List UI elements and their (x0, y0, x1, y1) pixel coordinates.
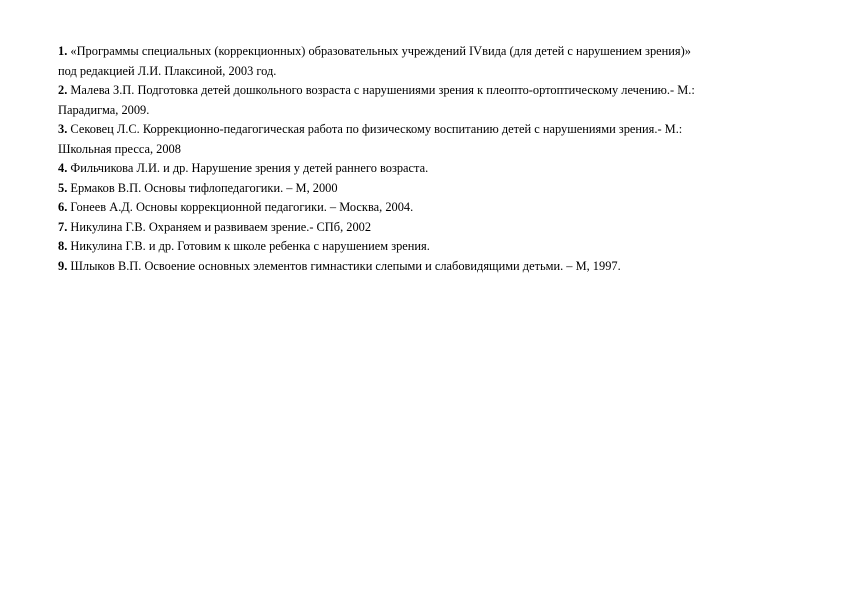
reference-number: 7. (58, 219, 68, 234)
reference-text-continuation: Парадигма, 2009. (58, 102, 150, 117)
reference-list (58, 42, 818, 276)
reference-text-continuation: под редакцией Л.И. Плаксиной, 2003 год. (58, 63, 277, 78)
reference-item-7 (58, 218, 818, 238)
reference-number: 4. (58, 161, 68, 175)
reference-number: 9. (58, 258, 68, 273)
reference-item-4 (58, 159, 818, 179)
reference-number: 3. (58, 122, 68, 136)
reference-number: 2. (58, 83, 68, 97)
reference-text: Шлыков В.П. Освоение основных элементов гимнастики слепыми и слабовидящими детьми. – М, 1997. (70, 258, 621, 273)
reference-item-9 (58, 257, 818, 277)
reference-text: Малева З.П. Подготовка детей дошкольного возраста с нарушениями зрения к плеопто-ортоптическому лечению.- М.: (70, 83, 695, 97)
reference-item-1 (58, 42, 818, 81)
reference-item-8 (58, 237, 818, 257)
reference-text: Никулина Г.В. Охраняем и развиваем зрение.- СПб, 2002 (70, 219, 372, 234)
reference-text: Сековец Л.С. Коррекционно-педагогическая работа по физическому воспитанию детей с нарушениями зрения.- М.: (70, 122, 683, 136)
reference-text-continuation: Школьная пресса, 2008 (58, 141, 181, 156)
reference-item-2 (58, 81, 818, 120)
reference-text: Гонеев А.Д. Основы коррекционной педагогики. – Москва, 2004. (70, 200, 414, 214)
reference-item-6 (58, 198, 818, 218)
reference-item-3 (58, 120, 818, 159)
reference-number: 1. (58, 44, 68, 58)
reference-item-5 (58, 179, 818, 199)
reference-number: 5. (58, 180, 68, 195)
reference-text: Никулина Г.В. и др. Готовим к школе ребенка с нарушением зрения. (70, 239, 430, 253)
reference-number: 8. (58, 239, 68, 253)
reference-text: Фильчикова Л.И. и др. Нарушение зрения у детей раннего возраста. (70, 161, 429, 175)
reference-number: 6. (58, 200, 68, 214)
reference-text: «Программы специальных (коррекционных) образовательных учреждений IVвида (для детей с нарушением зрения)» (70, 44, 691, 58)
reference-text: Ермаков В.П. Основы тифлопедагогики. – М, 2000 (70, 180, 338, 195)
